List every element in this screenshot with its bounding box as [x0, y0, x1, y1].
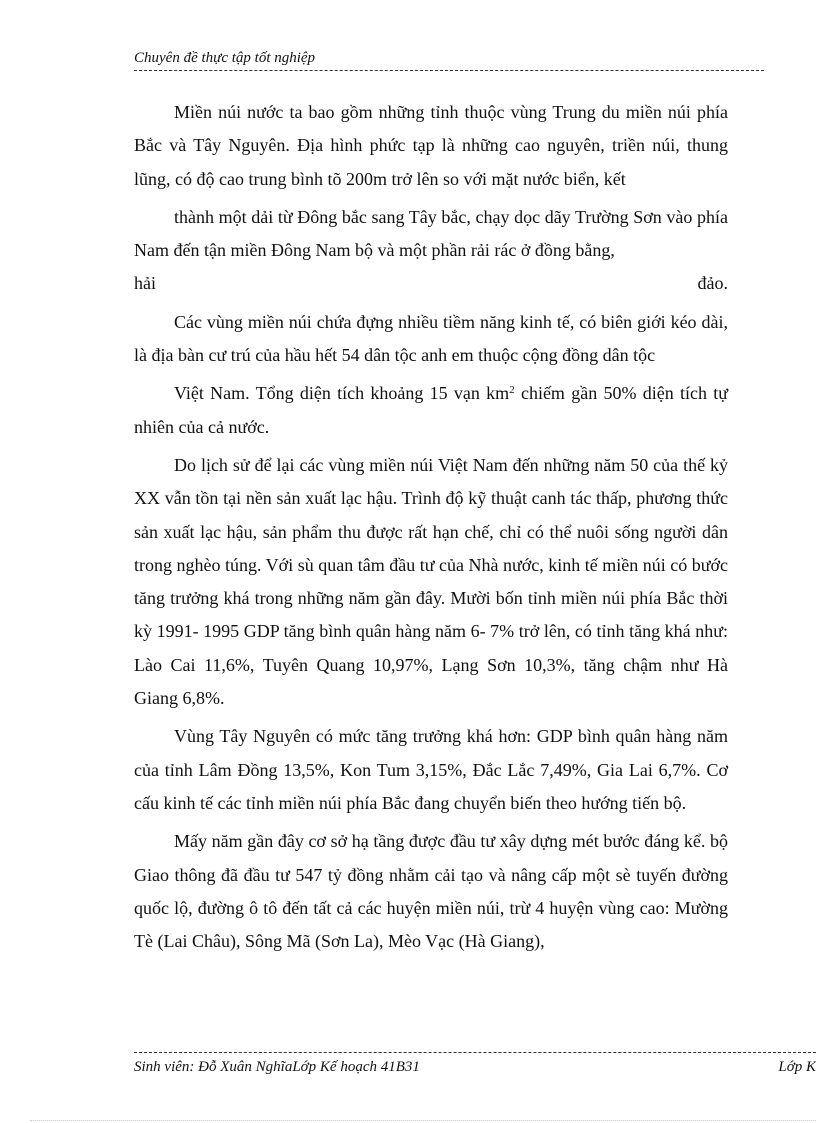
paragraph-4: Vùng Tây Nguyên có mức tăng trưởng khá hơn: GDP bình quân hàng năm của tỉnh Lâm Đồng 13,5%, Kon Tum 3,15%, Đắc Lắc 7,49%, Gia Lai 6,7%. Cơ cấu kinh tế các tỉnh miền núi phía Bắc đang chuyển biến theo hướng tiến bộ. [134, 726, 728, 813]
paragraph-2-continued [134, 377, 728, 444]
paragraph-1-last-line [134, 267, 728, 300]
document-body [134, 96, 728, 958]
paragraph-3: Do lịch sử để lại các vùng miền núi Việt Nam đến những năm 50 của thế kỷ XX vẫn tồn tại nền sản xuất lạc hậu. Trình độ kỹ thuật canh tác thấp, phương thức sản xuất lạc hậu, sản phẩm thu được rất hạn chế, chỉ có thể nuôi sống người dân trong nghèo túng. Với sù quan tâm đầu tư của Nhà nước, kinh tế miền núi có bước tăng trưởng khá trong những năm gần đây. Mười bốn tỉnh miền núi phía Bắc thời kỳ 1991- 1995 GDP tăng bình quân hàng năm 6- 7% trở lên, có tỉnh tăng khá như: Lào Cai 11,6%, Tuyên Quang 10,97%, Lạng Sơn 10,3%, tăng chậm như Hà Giang 6,8%. [134, 454, 728, 709]
paragraph-2-part-a: Việt Nam. Tổng diện tích khoảng 15 vạn km [174, 383, 510, 404]
footer-right: Lớp K [778, 1059, 816, 1075]
paragraph-1: Miền núi nước ta bao gồm những tỉnh thuộc vùng Trung du miền núi phía Bắc và Tây Nguyên. Địa hình phức tạp là những cao nguyên, triền núi, thung lũng, có độ cao trung bình tõ 200m trở lên so với mặt nước biển, kết [134, 102, 728, 189]
bottom-rule [30, 1120, 816, 1121]
last-line-right: đảo. [697, 273, 728, 294]
last-line-left: hải [134, 273, 156, 294]
page-footer [134, 1052, 816, 1075]
footer-left: Sinh viên: Đỗ Xuân NghĩaLớp Kế hoạch 41B31 [134, 1059, 420, 1075]
page-header [134, 48, 764, 71]
superscript: 2 [509, 384, 515, 397]
paragraph-2: Các vùng miền núi chứa đựng nhiều tiềm năng kinh tế, có biên giới kéo dài, là địa bàn cư trú của hầu hết 54 dân tộc anh em thuộc cộng đồng dân tộc [134, 311, 728, 366]
paragraph-2-part-b: chiếm gần 50% diện tích tự nhiên của cả nước. [134, 383, 729, 437]
header-title: Chuyên đề thực tập tốt nghiệp [134, 50, 316, 66]
paragraph-5: Mấy năm gần đây cơ sở hạ tầng được đầu tư xây dựng mét bước đáng kể. bộ Giao thông đã đầu tư 547 tỷ đồng nhằm cải tạo và nâng cấp một sè tuyến đường quốc lộ, đường ô tô đến tất cả các huyện miền núi, trừ 4 huyện vùng cao: Mường Tè (Lai Châu), Sông Mã (Sơn La), Mèo Vạc (Hà Giang), [134, 831, 728, 952]
paragraph-1-continued: thành một dải từ Đông bắc sang Tây bắc, chạy dọc dãy Trường Sơn vào phía Nam đến tận miền Đông Nam bộ và một phần rải rác ở đồng bằng, [134, 206, 728, 261]
